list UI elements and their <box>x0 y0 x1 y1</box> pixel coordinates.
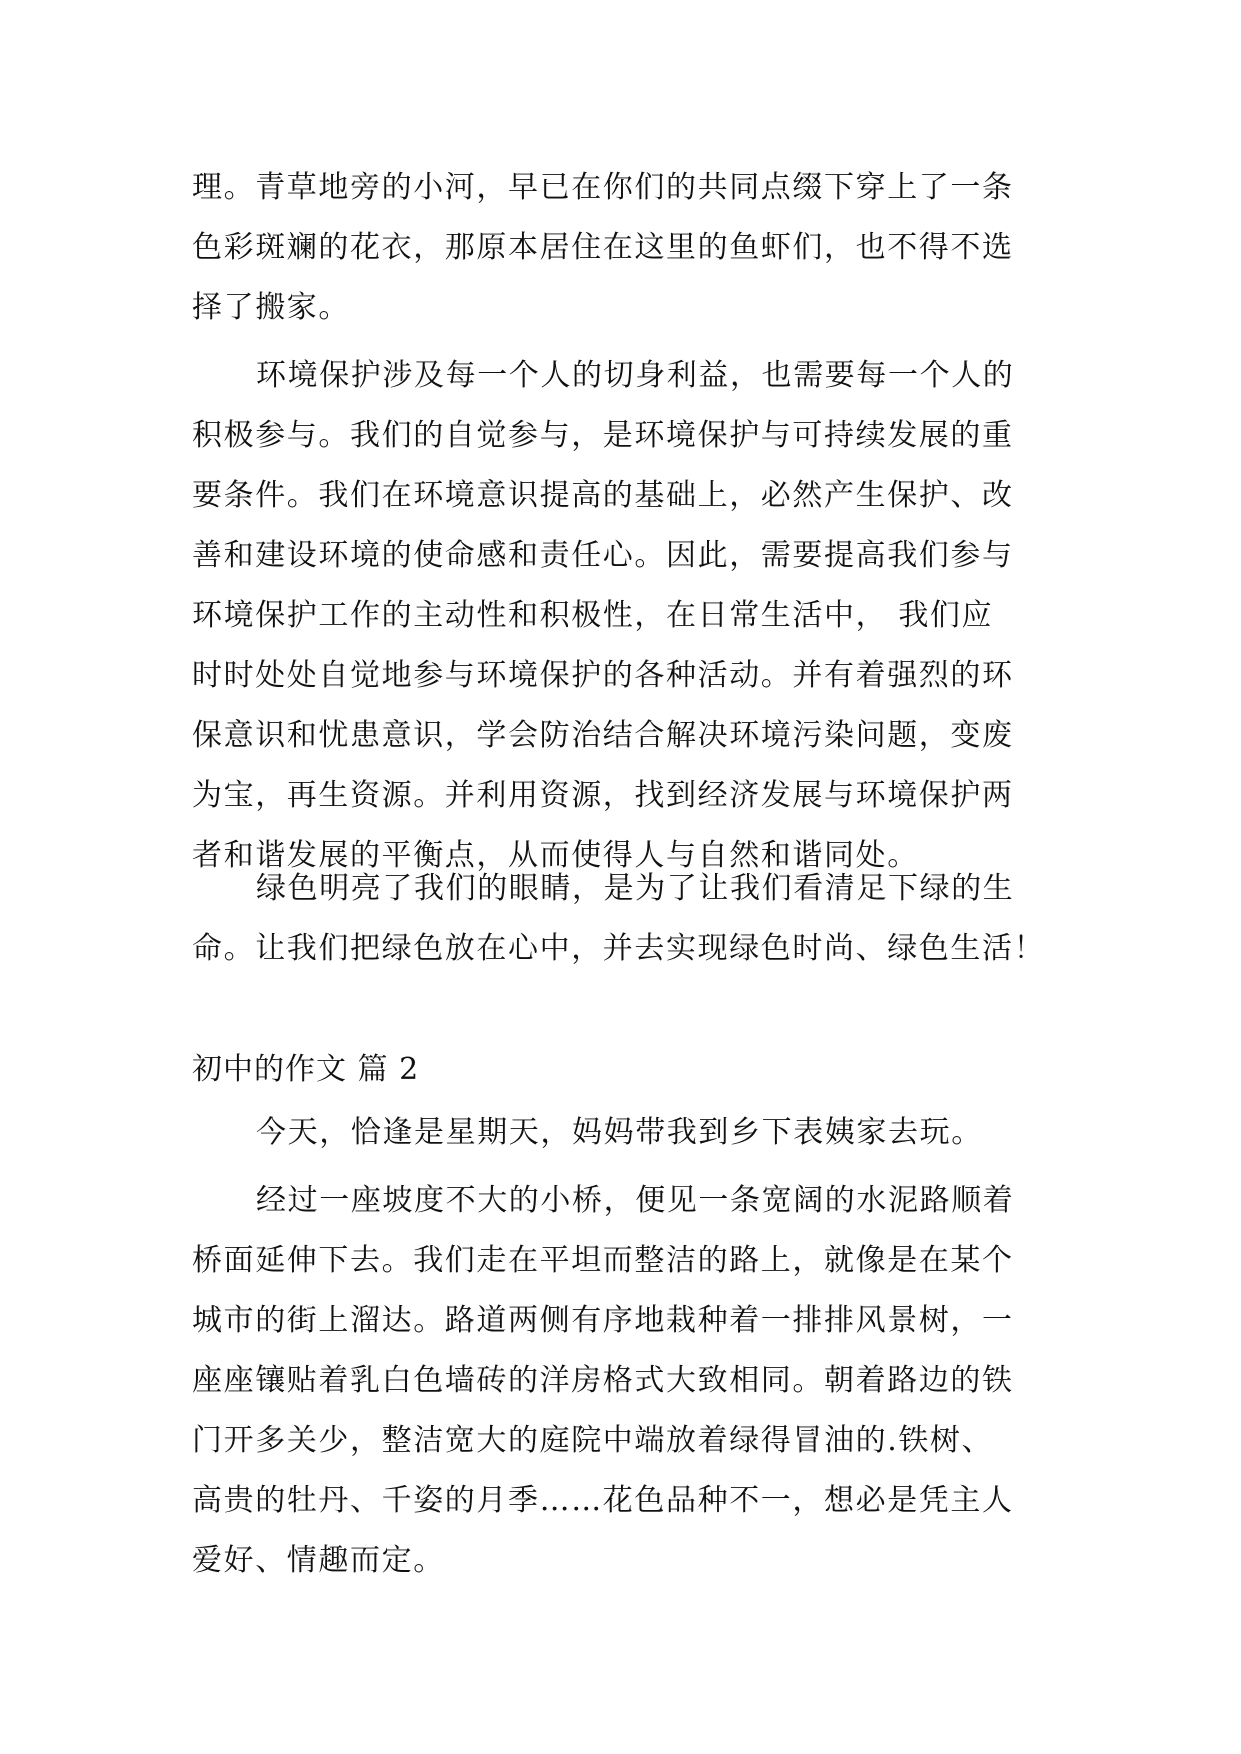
paragraph-today <box>192 1103 1052 1163</box>
text-line: 今天，恰逢是星期天，妈妈带我到乡下表姨家去玩。 <box>256 1115 983 1150</box>
text-line: 择了搬家。 <box>192 290 350 325</box>
text-line: 理。青草地旁的小河，早已在你们的共同点缀下穿上了一条 <box>192 170 1014 205</box>
text-line: 善和建设环境的使命感和责任心。因此，需要提高我们参与 <box>192 538 1014 573</box>
text-line: 积极参与。我们的自觉参与，是环境保护与可持续发展的重 <box>192 418 1014 453</box>
text-line: 绿色明亮了我们的眼睛，是为了让我们看清足下绿的生 <box>256 871 1015 906</box>
text-line: 色彩斑斓的花衣，那原本居住在这里的鱼虾们，也不得不选 <box>192 230 1014 265</box>
paragraph-continued <box>192 158 1052 338</box>
text-line: 城市的街上溜达。路道两侧有序地栽种着一排排风景树，一 <box>192 1303 1014 1338</box>
text-line: 为宝，再生资源。并利用资源，找到经济发展与环境保护两 <box>192 778 1014 813</box>
paragraph-bridge <box>192 1171 1052 1591</box>
paragraph-environment <box>192 346 1052 886</box>
text-line: 时时处处自觉地参与环境保护的各种活动。并有着强烈的环 <box>192 658 1014 693</box>
text-line: 保意识和忧患意识，学会防治结合解决环境污染问题，变废 <box>192 718 1014 753</box>
text-line: 爱好、情趣而定。 <box>192 1543 445 1578</box>
text-line: 门开多关少，整洁宽大的庭院中端放着绿得冒油的.铁树、 <box>192 1423 994 1458</box>
text-line: 桥面延伸下去。我们走在平坦而整洁的路上，就像是在某个 <box>192 1243 1014 1278</box>
text-line: 环境保护涉及每一个人的切身利益，也需要每一个人的 <box>256 358 1015 393</box>
paragraph-green <box>192 859 1052 979</box>
text-line: 经过一座坡度不大的小桥，便见一条宽阔的水泥路顺着 <box>256 1183 1015 1218</box>
text-line: 命。让我们把绿色放在心中，并去实现绿色时尚、绿色生活！ <box>192 931 1046 966</box>
text-line: 者和谐发展的平衡点，从而使得人与自然和谐同处。 <box>192 838 919 873</box>
text-line: 要条件。我们在环境意识提高的基础上，必然产生保护、改 <box>192 478 1014 513</box>
text-line: 环境保护工作的主动性和积极性，在日常生活中， 我们应 <box>192 598 994 633</box>
text-line: 高贵的牡丹、千姿的月季……花色品种不一，想必是凭主人 <box>192 1483 1014 1518</box>
essay-title: 初中的作文 篇 2 <box>192 1052 420 1087</box>
text-line: 座座镶贴着乳白色墙砖的洋房格式大致相同。朝着路边的铁 <box>192 1363 1014 1398</box>
section-heading <box>192 1040 1052 1100</box>
